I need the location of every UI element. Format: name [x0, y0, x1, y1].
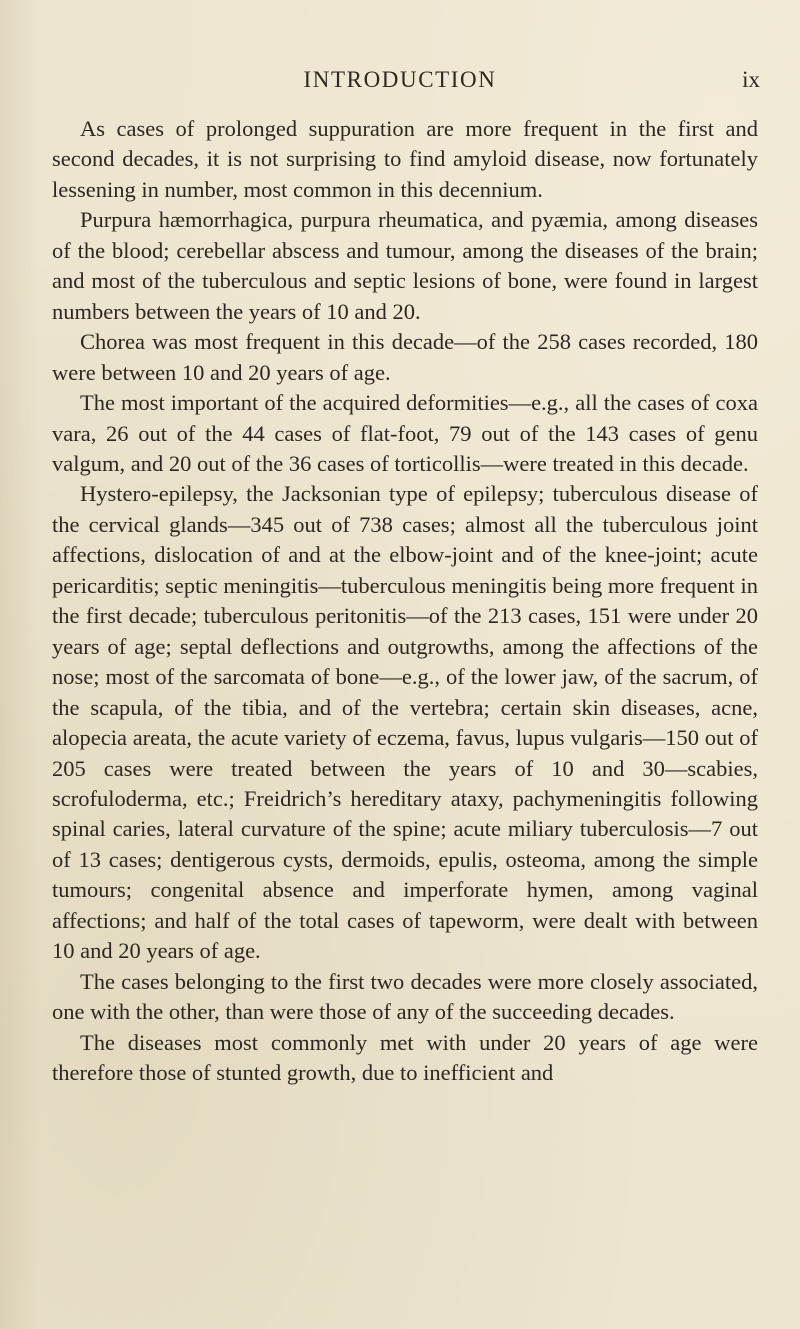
paragraph: The most important of the acquired deformities—e.g., all the cases of coxa vara, 26 out of the 44 cases of flat-foot, 79 out of the 143 cases of genu valgum, and 20 out of the 36 cases of torticollis—were treated in this decade. — [52, 390, 758, 476]
paragraph: Purpura hæmorrhagica, purpura rheumatica, and pyæmia, among diseases of the blood; cerebellar abscess and tumour, among the diseases of the brain; and most of the tuberculous and septic lesions of bone, were found in largest numbers between the years of 10 and 20. — [52, 207, 758, 324]
body-text — [52, 114, 758, 1089]
page-number: ix — [742, 67, 760, 92]
running-head-title: INTRODUCTION — [303, 67, 497, 92]
page-edge-shading — [0, 0, 40, 1329]
paragraph: Hystero-epilepsy, the Jacksonian type of epilepsy; tuberculous disease of the cervical glands—345 out of 738 cases; almost all the tuberculous joint affections, dislocation of and at the elbow-joint and of the knee-joint; acute pericarditis; septic meningitis—tuberculous meningitis being more frequent in the first decade; tuberculous peritonitis—of the 213 cases, 151 were under 20 years of age; septal deflections and outgrowths, among the affections of the nose; most of the sarcomata of bone—e.g., of the lower jaw, of the sacrum, of the scapula, of the tibia, and of the vertebra; certain skin diseases, acne, alopecia areata, the acute variety of eczema, favus, lupus vulgaris—150 out of 205 cases were treated between the years of 10 and 30—scabies, scrofuloderma, etc.; Freidrich’s hereditary ataxy, pachymeningitis following spinal caries, lateral curvature of the spine; acute miliary tuberculosis—7 out of 13 cases; dentigerous cysts, dermoids, epulis, osteoma, among the simple tumours; congenital absence and imperforate hymen, among vaginal affections; and half of the total cases of tapeworm, were dealt with between 10 and 20 years of age. — [52, 481, 758, 964]
paragraph: As cases of prolonged suppuration are more frequent in the first and second decades, it is not surprising to find amyloid disease, now fortunately lessening in number, most common in this decennium. — [52, 116, 758, 202]
paragraph: Chorea was most frequent in this decade—of the 258 cases recorded, 180 were between 10 and 20 years of age. — [52, 329, 758, 385]
paragraph: The diseases most commonly met with under 20 years of age were therefore those of stunted growth, due to inefficient and — [52, 1029, 758, 1086]
paragraph: The cases belonging to the first two decades were more closely associated, one with the other, than were those of any of the succeeding decades. — [52, 968, 758, 1025]
running-head — [40, 67, 760, 103]
